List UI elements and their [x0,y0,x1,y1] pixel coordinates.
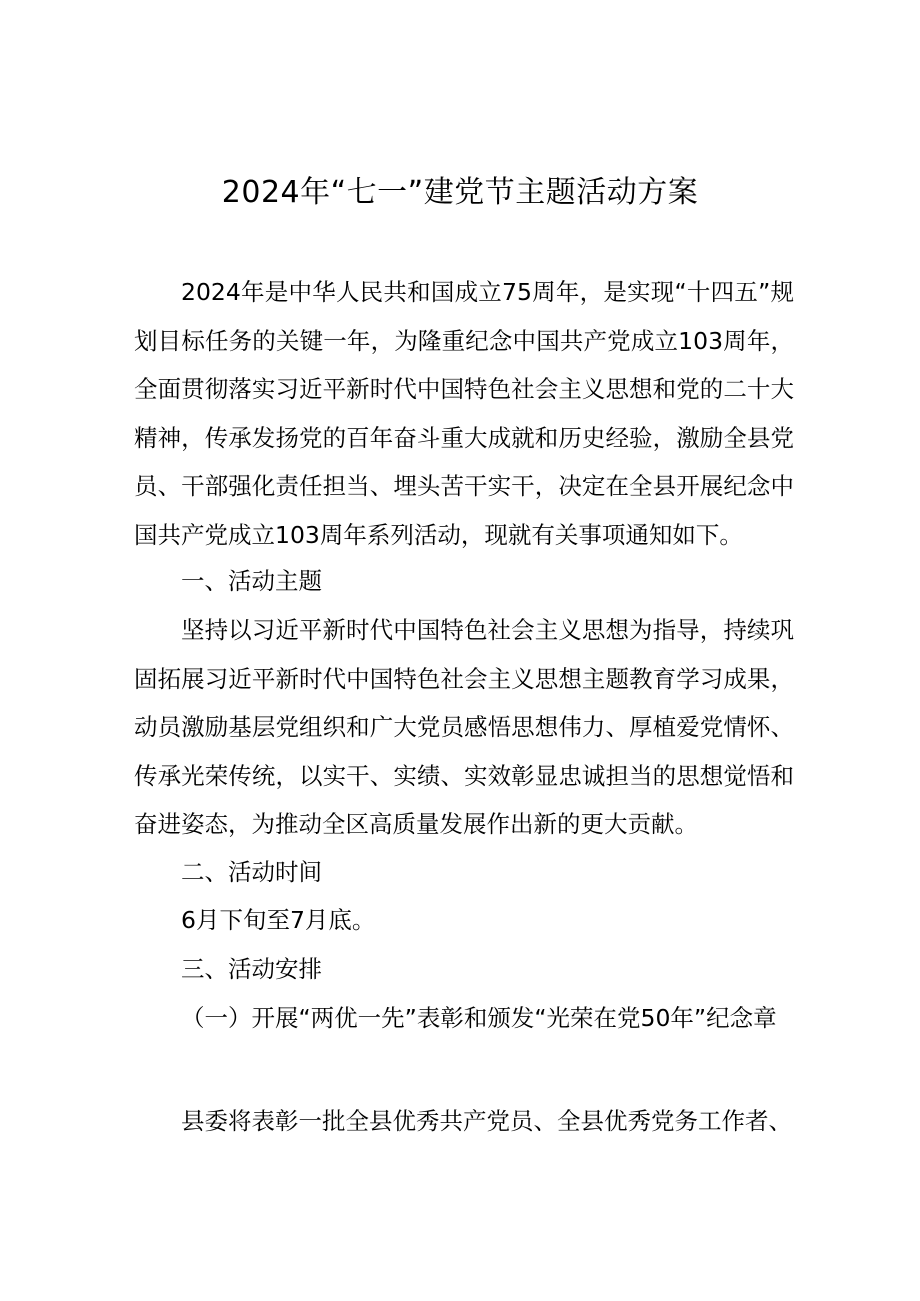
section-heading-arrangement: 三、活动安排 [181,955,322,983]
section-heading-time: 二、活动时间 [181,858,322,886]
document-title: 2024年“七一”建党节主题活动方案 [221,175,699,210]
section-heading-theme: 一、活动主题 [181,567,322,595]
section-body-time: 6月下旬至7月底。 [181,906,376,934]
subsection-heading-commendation: （一）开展“两优一先”表彰和颁发“光荣在党50年”纪念章 [181,1004,777,1032]
section-body-theme: 坚持以习近平新时代中国特色社会主义思想为指导，持续巩固拓展习近平新时代中国特色社会主义思想主题教育学习成果，动员激励基层党组织和广大党员感悟思想伟力、厚植爱党情怀、传承光荣传统，以实干、实绩、实效彰显忠诚担当的思想觉悟和奋进姿态，为推动全区高质量发展作出新的更大贡献。 [134,616,794,838]
intro-paragraph: 2024年是中华人民共和国成立75周年，是实现“十四五”规划目标任务的关键一年，为隆重纪念中国共产党成立103周年，全面贯彻落实习近平新时代中国特色社会主义思想和党的二十大精神，传承发扬党的百年奋斗重大成就和历史经验，激励全县党员、干部强化责任担当、埋头苦干实干，决定在全县开展纪念中国共产党成立103周年系列活动，现就有关事项通知如下。 [134,278,794,549]
subsection-body-commendation: 县委将表彰一批全县优秀共产党员、全县优秀党务工作者、 [181,1107,792,1135]
